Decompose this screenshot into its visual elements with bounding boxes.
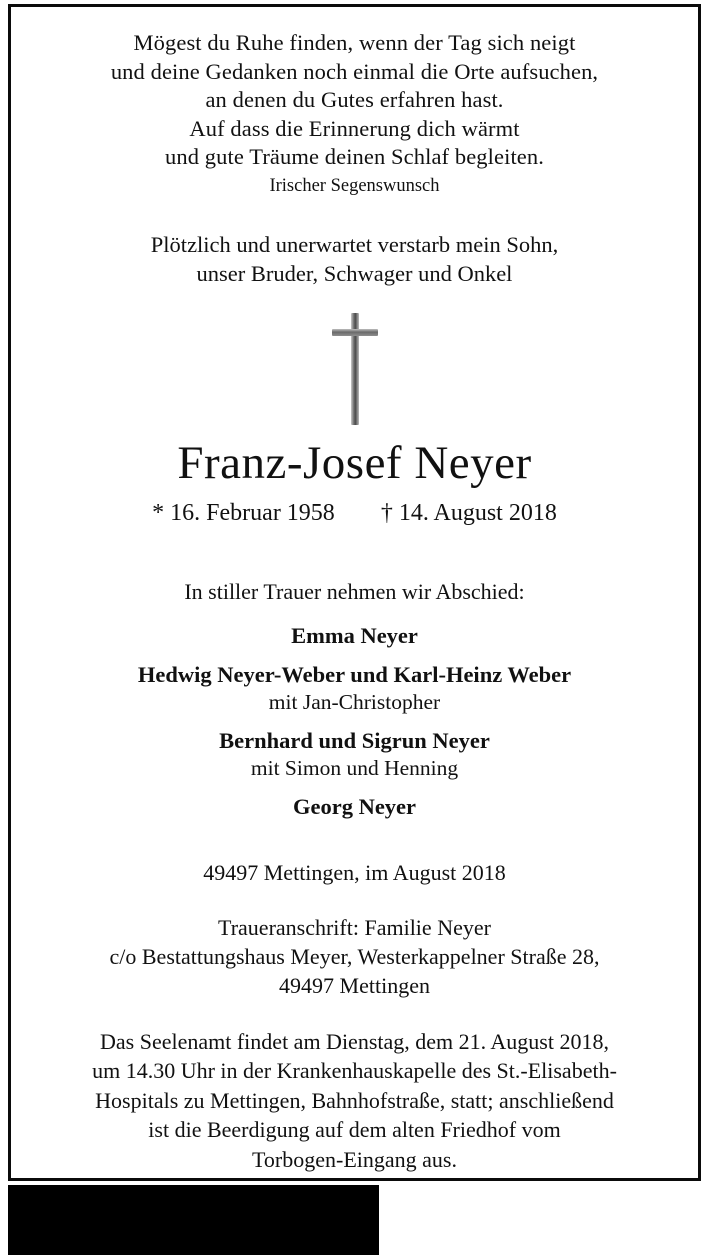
- birth-symbol: *: [152, 499, 165, 526]
- mourner-primary: Hedwig Neyer-Weber und Karl-Heinz Weber: [137, 661, 572, 687]
- mourner-secondary: mit Jan-Christopher: [268, 689, 441, 714]
- mourner-entry: [37, 622, 672, 650]
- service-line: Hospitals zu Mettingen, Bahnhofstraße, statt; anschließend: [95, 1087, 614, 1113]
- bottom-white-area: [383, 1185, 701, 1255]
- cross-horizontal-bar: [332, 329, 378, 336]
- funeral-service-info: [37, 1027, 672, 1175]
- service-line: ist die Beerdigung auf dem alten Friedhof vom: [148, 1117, 561, 1142]
- mourner-entry: [37, 793, 672, 821]
- poem-line: Mögest du Ruhe finden, wenn der Tag sich neigt: [133, 30, 576, 55]
- cross-icon-wrapper: [37, 310, 672, 428]
- address-line: c/o Bestattungshaus Meyer, Westerkappelner Straße 28,: [109, 943, 600, 969]
- service-line: Torbogen-Eingang aus.: [252, 1146, 457, 1172]
- birth-date: 16. Februar 1958: [170, 499, 335, 526]
- deceased-dates: [37, 498, 672, 528]
- poem-line: Auf dass die Erinnerung dich wärmt: [189, 115, 520, 141]
- address-line: 49497 Mettingen: [279, 972, 430, 998]
- service-line: um 14.30 Uhr in der Krankenhauskapelle des St.-Elisabeth-: [92, 1058, 617, 1083]
- poem-attribution: Irischer Segenswunsch: [269, 175, 440, 196]
- obituary-card: [8, 4, 701, 1181]
- mourner-entry: [37, 727, 672, 782]
- poem-line: und gute Träume deinen Schlaf begleiten.: [165, 144, 544, 169]
- announcement: [37, 230, 672, 288]
- service-line: Das Seelenamt findet am Dienstag, dem 21. August 2018,: [100, 1028, 609, 1054]
- death-symbol: †: [380, 499, 393, 526]
- poem: [37, 29, 672, 172]
- mourning-address: [37, 913, 672, 1000]
- cross-icon: [332, 313, 378, 425]
- poem-line: an denen du Gutes erfahren hast.: [205, 87, 504, 112]
- obituary-content: [11, 7, 698, 1178]
- place-and-date: 49497 Mettingen, im August 2018: [203, 859, 506, 885]
- address-line: Traueranschrift: Familie Neyer: [218, 914, 491, 940]
- mourner-secondary: mit Simon und Henning: [250, 755, 459, 780]
- poem-line: und deine Gedanken noch einmal die Orte aufsuchen,: [110, 58, 599, 84]
- death-date: 14. August 2018: [398, 499, 557, 526]
- mourner-primary: Georg Neyer: [292, 793, 417, 819]
- mourner-primary: Emma Neyer: [291, 622, 418, 648]
- mourner-entry: [37, 661, 672, 716]
- mourners-list: [37, 622, 672, 821]
- deceased-name: Franz-Josef Neyer: [177, 436, 532, 489]
- announcement-line: unser Bruder, Schwager und Onkel: [196, 260, 513, 286]
- mourner-primary: Bernhard und Sigrun Neyer: [219, 727, 490, 753]
- mourning-intro: In stiller Trauer nehmen wir Abschied:: [184, 578, 525, 604]
- announcement-line: Plötzlich und unerwartet verstarb mein Sohn,: [150, 231, 559, 257]
- bottom-black-bar: [8, 1185, 379, 1255]
